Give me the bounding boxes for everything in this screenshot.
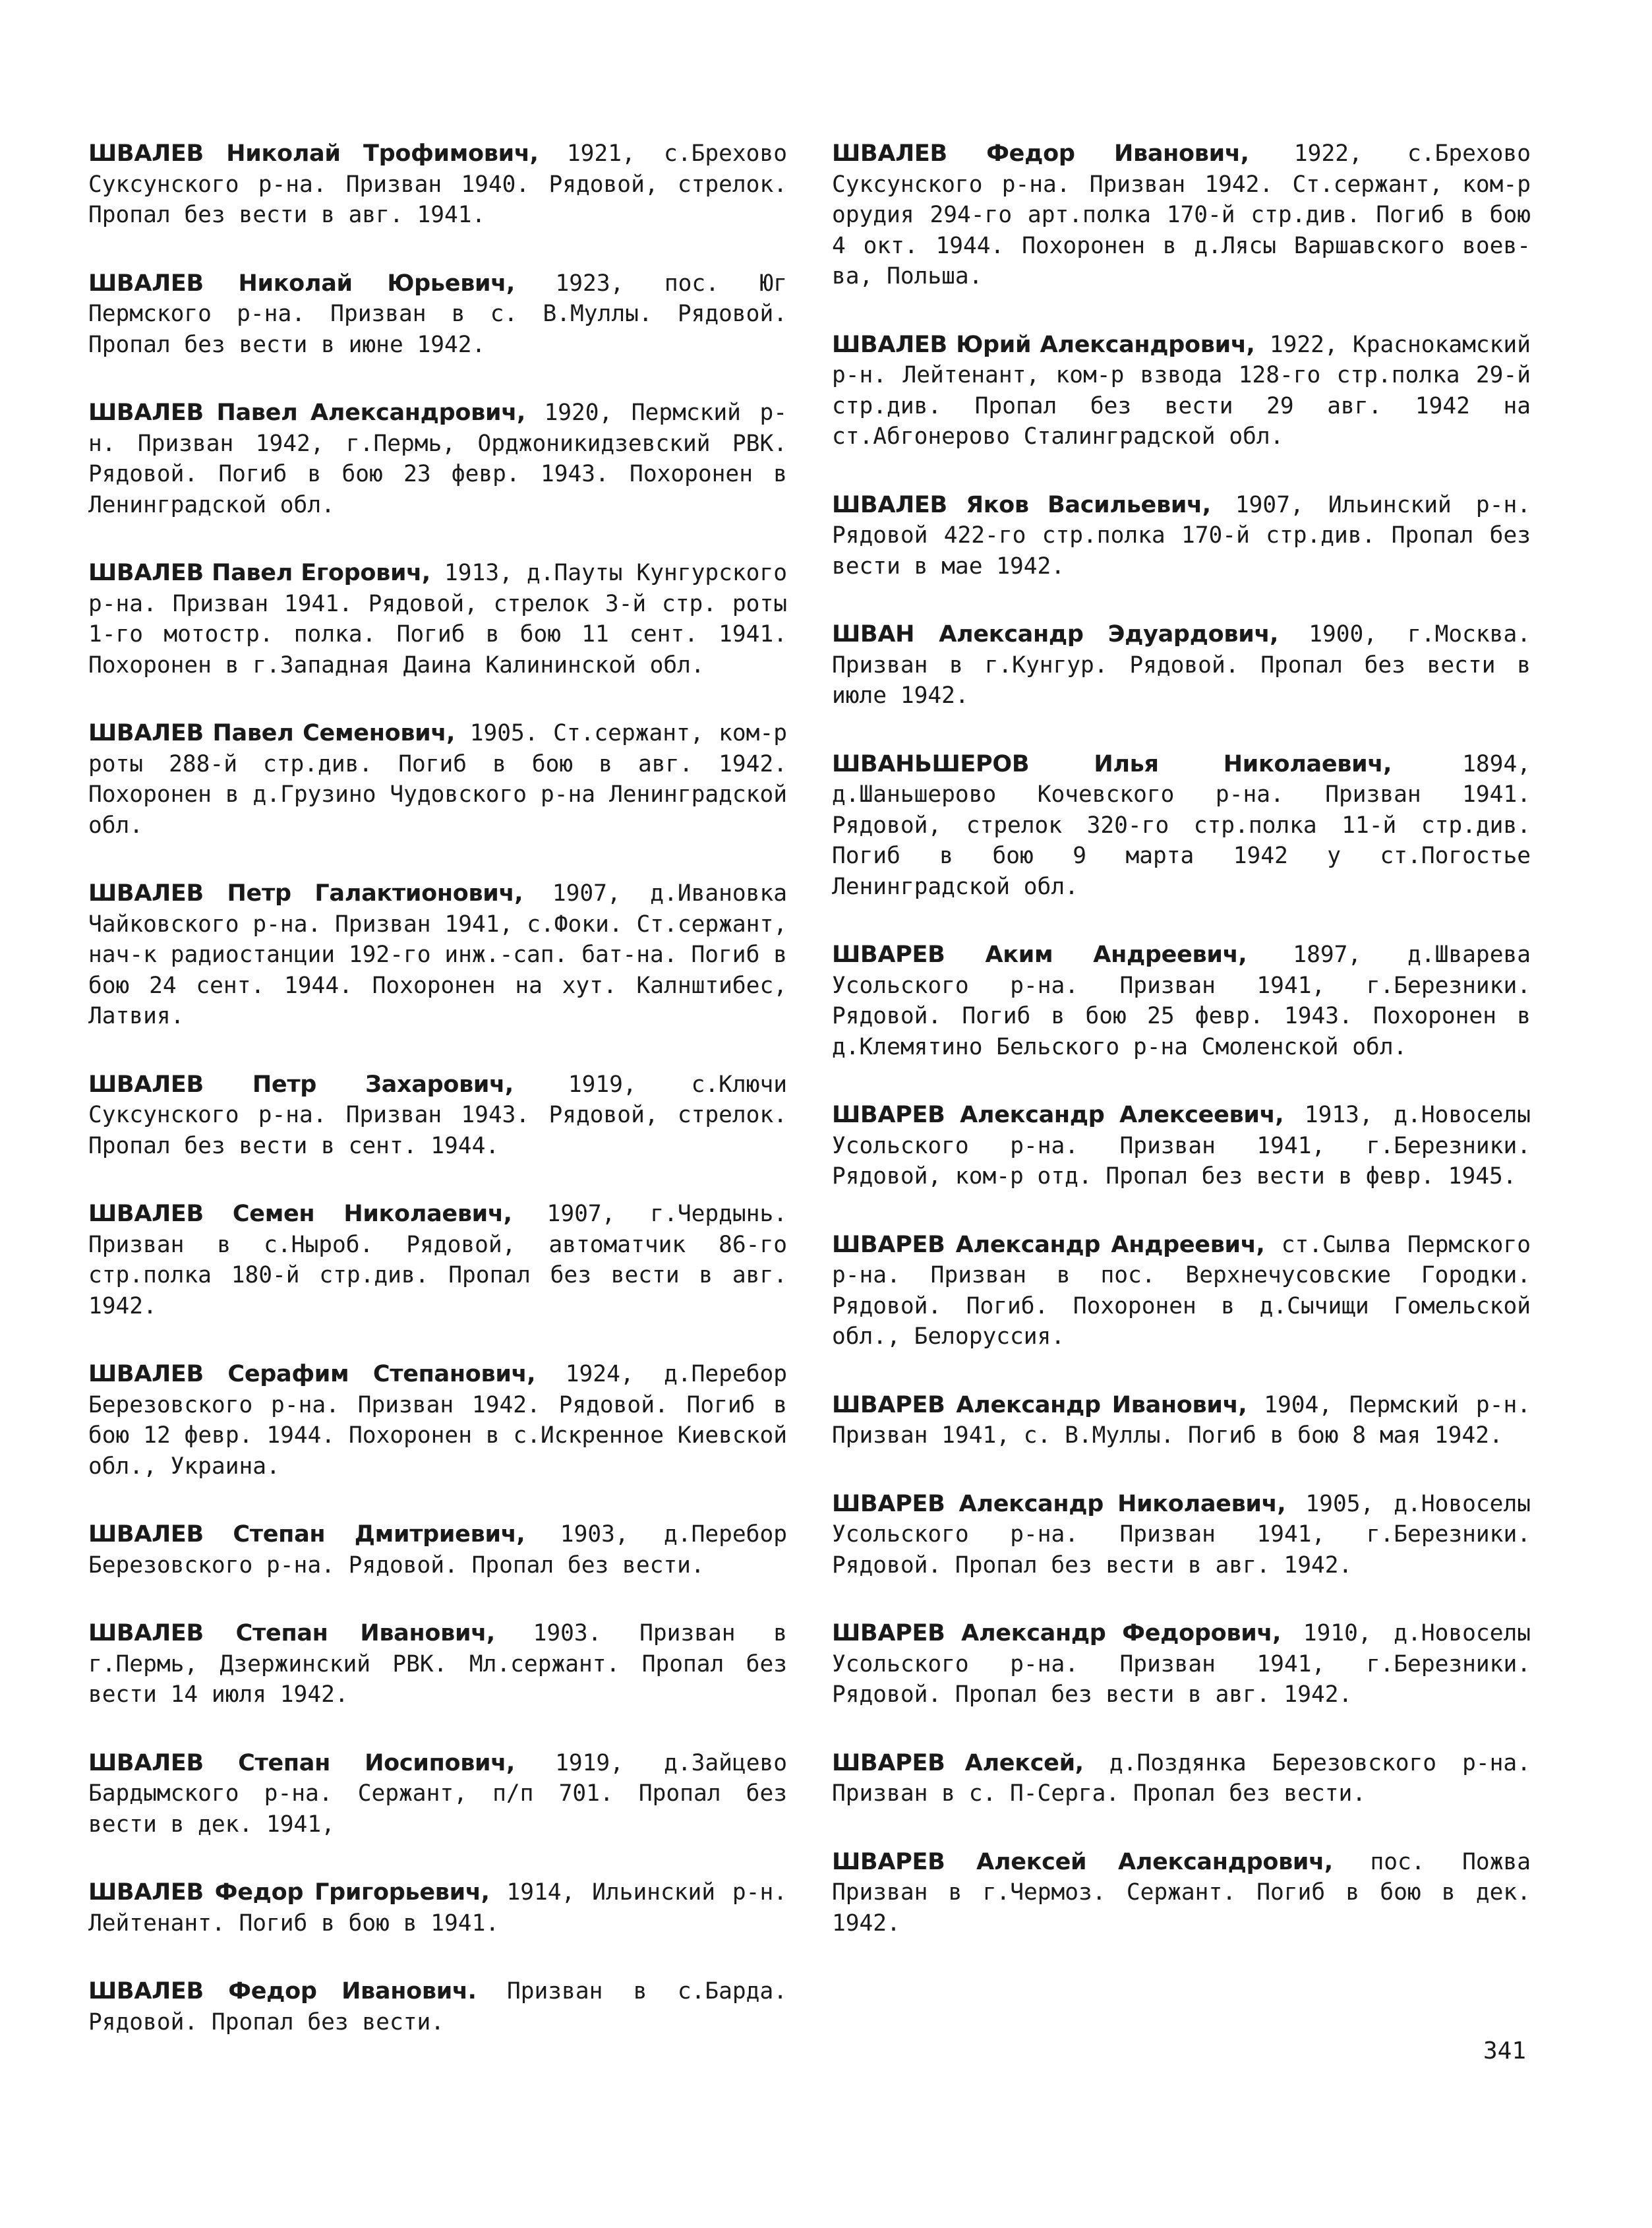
biography-entry	[88, 1748, 787, 1840]
entry-name: ШВАЛЕВ Степан Иосипович,	[88, 1749, 516, 1776]
entry-text: 1919, д.Зайцево Бардымского р-на. Сержант, п/п 701. Пропал без вести в дек. 1941,	[88, 1749, 788, 1838]
entry-text: 1903, д.Перебор Березовского р-на. Рядовой. Пропал без вести.	[88, 1521, 787, 1579]
biography-entry	[88, 1519, 787, 1581]
biography-entry	[88, 1976, 787, 2037]
entry-text: 1910, д.Новоселы Усольского р-на. Призван 1941, г.Березники. Рядовой. Пропал без вести в авг. 1942.	[832, 1620, 1531, 1708]
entry-text: 1920, Пермский р-н. Призван 1942, г.Пермь, Орджоникидзевский РВК. Рядовой. Погиб в бою 23 февр. 1943. Похоронен в Ленинградской обл.	[88, 400, 787, 518]
biography-entry	[88, 1069, 787, 1162]
entry-name: ШВАЛЕВ Семен Николаевич,	[88, 1201, 512, 1227]
biography-entry	[88, 1618, 787, 1710]
entry-name: ШВАРЕВ Александр Иванович,	[832, 1391, 1247, 1418]
entry-text: ст.Сылва Пермского р-на. Призван в пос. Верхнечусовские Городки. Рядовой. Погиб. Похоронен в д.Сычищи Гомельской обл., Белоруссия.	[832, 1231, 1531, 1350]
entry-name: ШВАРЕВ Александр Алексеевич,	[832, 1102, 1284, 1128]
entry-text: 1914, Ильинский р-н. Лейтенант. Погиб в бою в 1941.	[88, 1879, 787, 1937]
entry-name: ШВАЛЕВ Петр Галактионович,	[88, 880, 523, 907]
entry-name: ШВАЛЕВ Федор Григорьевич,	[88, 1879, 490, 1906]
entry-text: 1897, д.Шварева Усольского р-на. Призван 1941, г.Березники. Рядовой. Погиб в бою 25 февр. 1943. Похоронен в д.Клемятино Бельского р-на Смоленской обл.	[832, 942, 1531, 1060]
biography-entry	[832, 1748, 1531, 1809]
biography-entry	[832, 330, 1531, 452]
entry-name: ШВАРЕВ Александр Федорович,	[832, 1620, 1282, 1646]
entry-name: ШВАЛЕВ Петр Захарович,	[88, 1071, 514, 1098]
biography-entry	[88, 398, 787, 520]
biography-entry	[832, 749, 1531, 903]
entry-name: ШВАРЕВ Аким Андреевич,	[832, 942, 1247, 968]
entry-text: д.Поздянка Березовского р-на. Призван в с. П-Серга. Пропал без вести.	[832, 1749, 1531, 1807]
entry-text: 1913, д.Пауты Кунгурского р-на. Призван 1941. Рядовой, стрелок 3-й стр. роты 1-го мотостр. полка. Погиб в бою 11 сент. 1941. Похоронен в г.Западная Даина Калининской обл.	[88, 560, 787, 678]
biography-entry	[88, 268, 787, 361]
entry-text: 1923, пос. Юг Пермского р-на. Призван в с. В.Муллы. Рядовой. Пропал без вести в июне 1942.	[88, 270, 787, 358]
biography-entry	[832, 490, 1531, 582]
biography-entry	[88, 878, 787, 1032]
biography-entry	[832, 138, 1531, 292]
entry-text: 1921, с.Брехово Суксунского р-на. Призван 1940. Рядовой, стрелок. Пропал без вести в авг. 1941.	[88, 140, 787, 228]
entry-text: 1913, д.Новоселы Усольского р-на. Призван 1941, г.Березники. Рядовой, ком-р отд. Пропал без вести в февр. 1945.	[832, 1102, 1531, 1189]
biography-entry	[832, 1489, 1531, 1581]
biography-entry	[88, 1359, 787, 1482]
entry-name: ШВАЛЕВ Николай Трофимович,	[88, 140, 539, 167]
biography-entry	[88, 558, 787, 680]
biography-entry	[88, 1199, 787, 1321]
biography-entry	[88, 1877, 787, 1939]
entry-text: 1922, Краснокамский р-н. Лейтенант, ком-р взвода 128-го стр.полка 29-й стр.див. Пропал без вести 29 авг. 1942 на ст.Абгонерово Сталинградской обл.	[832, 331, 1531, 450]
entry-text: 1924, д.Перебор Березовского р-на. Призван 1942. Рядовой. Погиб в бою 12 февр. 1944. Похоронен в с.Искренное Киевской обл., Украина.	[88, 1361, 788, 1480]
entry-text: 1900, г.Москва. Призван в г.Кунгур. Рядовой. Пропал без вести в июле 1942.	[832, 621, 1531, 709]
entry-text: 1919, с.Ключи Суксунского р-на. Призван 1943. Рядовой, стрелок. Пропал без вести в сент. 1944.	[88, 1071, 788, 1159]
entry-name: ШВАЛЕВ Федор Иванович.	[88, 1978, 477, 2004]
entry-text: 1922, с.Брехово Суксунского р-на. Призван 1942. Ст.сержант, ком-р орудия 294-го арт.полка 170-й стр.див. Погиб в бою 4 окт. 1944. Похоронен в д.Лясы Варшавского воев-ва, Польша.	[832, 140, 1531, 289]
entry-name: ШВАЛЕВ Павел Егорович,	[88, 560, 430, 586]
biography-entry	[832, 1847, 1531, 1939]
entry-name: ШВАРЕВ Алексей,	[832, 1749, 1084, 1776]
entry-text: 1907, д.Ивановка Чайковского р-на. Призван 1941, с.Фоки. Ст.сержант, нач-к радиостанции 192-го инж.-сап. бат-на. Погиб в бою 24 сент. 1944. Похоронен на хут. Калнштибес, Латвия.	[88, 880, 787, 1029]
entry-name: ШВАЛЕВ Павел Александрович,	[88, 400, 525, 426]
entry-text: 1907, г.Чердынь. Призван в с.Ныроб. Рядовой, автоматчик 86-го стр.полка 180-й стр.див. Пропал без вести в авг. 1942.	[88, 1201, 787, 1319]
entry-name: ШВАЛЕВ Степан Иванович,	[88, 1620, 495, 1646]
biography-entry	[832, 619, 1531, 711]
entry-text: пос. Пожва Призван в г.Чермоз. Сержант. Погиб в бою в дек. 1942.	[832, 1848, 1531, 1937]
right-column	[832, 138, 1531, 1976]
biography-entry	[832, 940, 1531, 1062]
biography-entry	[832, 1618, 1531, 1710]
entry-name: ШВАРЕВ Александр Андреевич,	[832, 1231, 1265, 1258]
entry-text: 1907, Ильинский р-н. Рядовой 422-го стр.полка 170-й стр.див. Пропал без вести в мае 1942.	[832, 491, 1531, 580]
entry-name: ШВАРЕВ Алексей Александрович,	[832, 1848, 1333, 1875]
entry-text: Призван в с.Барда. Рядовой. Пропал без вести.	[88, 1978, 787, 2035]
entry-text: 1905, д.Новоселы Усольского р-на. Призван 1941, г.Березники. Рядовой. Пропал без вести в авг. 1942.	[832, 1490, 1531, 1579]
entry-name: ШВАН Александр Эдуардович,	[832, 621, 1279, 647]
entry-text: 1903. Призван в г.Пермь, Дзержинский РВК. Мл.сержант. Пропал без вести 14 июля 1942.	[88, 1620, 787, 1708]
entry-name: ШВАЛЕВ Яков Васильевич,	[832, 491, 1211, 518]
entry-name: ШВАЛЕВ Павел Семенович,	[88, 720, 456, 746]
biography-entry	[832, 1230, 1531, 1352]
entry-name: ШВАЛЕВ Николай Юрьевич,	[88, 270, 515, 297]
biography-entry	[832, 1390, 1531, 1451]
biography-entry	[832, 1100, 1531, 1192]
entry-name: ШВАЛЕВ Федор Иванович,	[832, 140, 1249, 167]
biography-entry	[88, 718, 787, 841]
entry-name: ШВАЛЕВ Юрий Александрович,	[832, 331, 1255, 358]
biography-entry	[88, 138, 787, 231]
entry-text: 1894, д.Шаньшерово Кочевского р-на. Призван 1941. Рядовой, стрелок 320-го стр.полка 11-й стр.див. Погиб в бою 9 марта 1942 у ст.Погостье Ленинградской обл.	[832, 750, 1531, 900]
left-column	[88, 138, 787, 2075]
page-number: 341	[1483, 2037, 1527, 2064]
entry-name: ШВАРЕВ Александр Николаевич,	[832, 1490, 1286, 1517]
entry-text: 1905. Ст.сержант, ком-р роты 288-й стр.див. Погиб в бою в авг. 1942. Похоронен в д.Грузино Чудовского р-на Ленинградской обл.	[88, 720, 787, 839]
entry-text: 1904, Пермский р-н. Призван 1941, с. В.Муллы. Погиб в бою 8 мая 1942.	[832, 1391, 1531, 1449]
entry-name: ШВАЛЕВ Степан Дмитриевич,	[88, 1521, 525, 1548]
entry-name: ШВАЛЕВ Серафим Степанович,	[88, 1361, 536, 1387]
entry-name: ШВАНЬШЕРОВ Илья Николаевич,	[832, 750, 1392, 777]
